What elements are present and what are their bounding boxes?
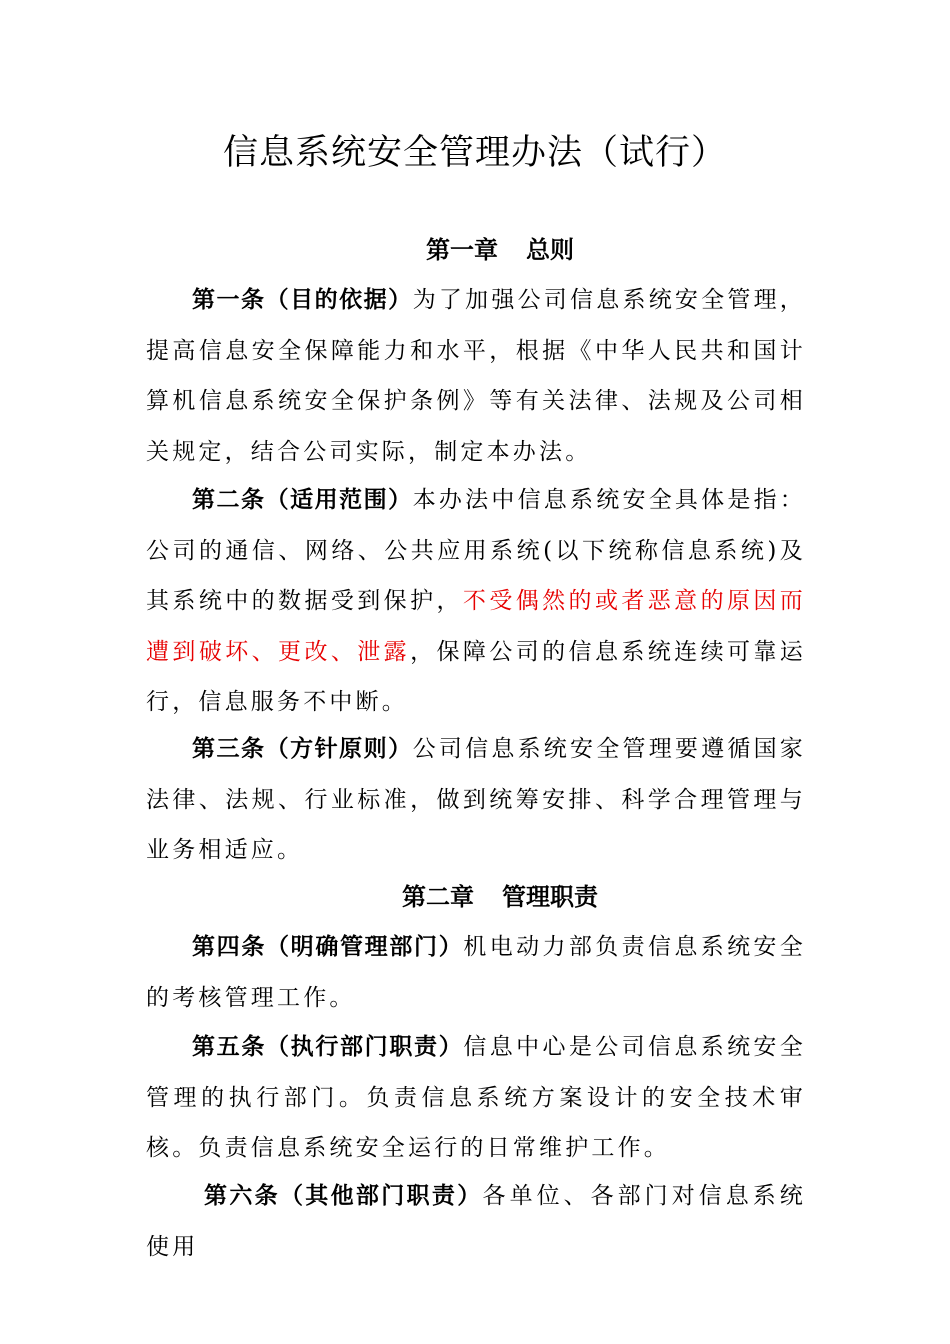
article-6 <box>146 1171 806 1272</box>
article-5-body: 信息中心是公司信息系统安全管理的执行部门。负责信息系统方案设计的安全技术审核。负责信息系统安全运行的日常维护工作。 <box>146 1034 807 1161</box>
article-5 <box>146 1022 806 1174</box>
article-6-heading: 第六条（其他部门职责） <box>204 1183 483 1209</box>
article-1-body: 为了加强公司信息系统安全管理，提高信息安全保障能力和水平，根据《中华人民共和国计算机信息系统安全保护条例》等有关法律、法规及公司相关规定，结合公司实际，制定本办法。 <box>146 287 807 465</box>
article-2-heading: 第二条（适用范围） <box>192 487 413 513</box>
chapter-1-name: 总则 <box>526 236 574 264</box>
article-4 <box>146 922 806 1023</box>
article-2-highlighted-text: 不受偶然的或者恶意的原因而遭到破坏、更改、泄露 <box>146 588 806 665</box>
document-title: 信息系统安全管理办法（试行） <box>222 133 727 173</box>
article-3-heading: 第三条（方针原则） <box>192 736 413 762</box>
article-3-body: 公司信息系统安全管理要遵循国家法律、法规、行业标准，做到统筹安排、科学合理管理与业务相适应。 <box>146 736 807 863</box>
article-3 <box>146 724 806 876</box>
article-4-heading: 第四条（明确管理部门） <box>192 934 464 960</box>
chapter-2-number: 第二章 <box>402 883 474 911</box>
article-2-body-end: ，保障公司的信息系统连续可靠运行，信息服务不中断。 <box>146 638 807 715</box>
chapter-1-number: 第一章 <box>426 236 498 264</box>
article-6-body: 各单位、各部门对信息系统使用 <box>146 1183 806 1260</box>
article-4-body: 机电动力部负责信息系统安全的考核管理工作。 <box>146 934 807 1011</box>
chapter-1-heading <box>0 232 950 268</box>
article-2 <box>146 475 806 728</box>
article-1 <box>146 275 806 477</box>
article-2-body-start: 本办法中信息系统安全具体是指：公司的通信、网络、公共应用系统(以下统称信息系统)及其系统中的数据受到保护， <box>146 487 807 614</box>
chapter-2-heading <box>0 879 950 915</box>
article-5-heading: 第五条（执行部门职责） <box>192 1034 464 1060</box>
chapter-2-name: 管理职责 <box>502 883 598 911</box>
article-1-heading: 第一条（目的依据） <box>192 287 413 313</box>
